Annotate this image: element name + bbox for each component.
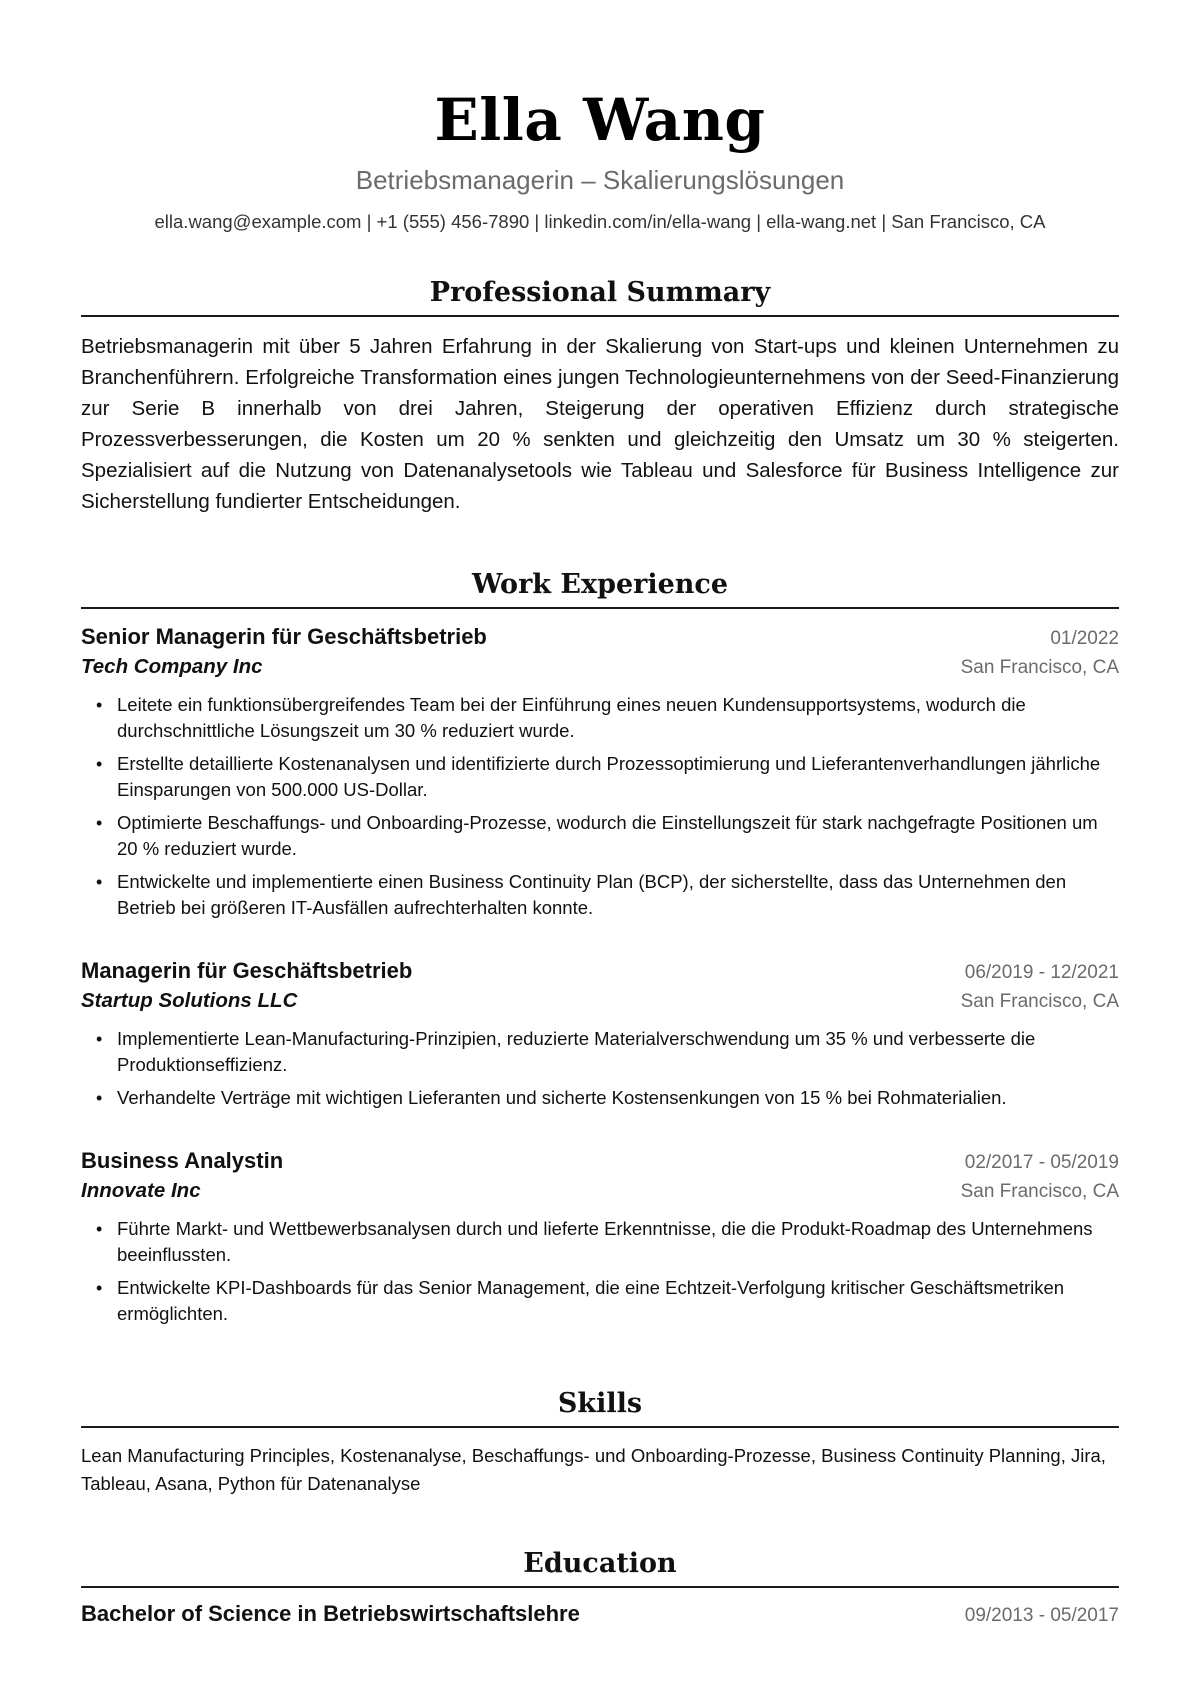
job-bullet: • Entwickelte KPI-Dashboards für das Senior Management, die eine Echtzeit-Verfolgung kritischer Geschäftsmetriken ermöglichten. bbox=[81, 1275, 1119, 1327]
section-title-skills: Skills bbox=[557, 1388, 643, 1419]
section-divider bbox=[81, 1426, 1119, 1428]
candidate-name: Ella Wang bbox=[434, 86, 766, 154]
job-date: 01/2022 bbox=[1050, 628, 1119, 649]
section-title-education: Education bbox=[523, 1548, 677, 1579]
job-bullet: • Implementierte Lean-Manufacturing-Prinzipien, reduzierte Materialverschwendung um 35 % und verbesserte die Produktionseffizienz. bbox=[81, 1026, 1119, 1078]
job-location: San Francisco, CA bbox=[960, 1181, 1119, 1202]
job-location: San Francisco, CA bbox=[960, 991, 1119, 1012]
summary-section bbox=[81, 275, 1119, 517]
job-entry bbox=[81, 1147, 1119, 1327]
job-company: Tech Company Inc bbox=[81, 655, 263, 678]
job-bullet: • Leitete ein funktionsübergreifendes Team bei der Einführung eines neuen Kundensupportsystems, wodurch die durchschnittliche Lösungszeit um 30 % reduziert wurde. bbox=[81, 692, 1119, 744]
job-date: 02/2017 - 05/2019 bbox=[964, 1152, 1119, 1173]
job-bullets bbox=[81, 1026, 1119, 1111]
job-bullet: • Erstellte detaillierte Kostenanalysen und identifizierte durch Prozessoptimierung und Lieferantenverhandlungen jährliche Einsparungen von 500.000 US-Dollar. bbox=[81, 751, 1119, 803]
resume-header bbox=[81, 86, 1119, 234]
section-title-summary: Professional Summary bbox=[429, 277, 771, 308]
job-bullet: • Führte Markt- und Wettbewerbsanalysen durch und lieferte Erkenntnisse, die die Produkt-Roadmap des Unternehmens beeinflussten. bbox=[81, 1216, 1119, 1268]
work-section bbox=[81, 567, 1119, 1327]
job-title: Senior Managerin für Geschäftsbetrieb bbox=[81, 624, 487, 649]
job-location: San Francisco, CA bbox=[960, 657, 1119, 678]
skills-list: Lean Manufacturing Principles, Kostenanalyse, Beschaffungs- und Onboarding-Prozesse, Business Continuity Planning, Jira, Tableau, Asana, Python für Datenanalyse bbox=[81, 1445, 1106, 1494]
job-entry bbox=[81, 957, 1119, 1111]
section-divider bbox=[81, 1586, 1119, 1588]
degree-title: Bachelor of Science in Betriebswirtschaftslehre bbox=[81, 1601, 580, 1626]
job-bullets bbox=[81, 1216, 1119, 1327]
job-title: Business Analystin bbox=[81, 1148, 284, 1173]
job-bullet: • Optimierte Beschaffungs- und Onboarding-Prozesse, wodurch die Einstellungszeit für stark nachgefragte Positionen um 20 % reduziert wurde. bbox=[81, 810, 1119, 862]
job-bullet: • Entwickelte und implementierte einen Business Continuity Plan (BCP), der sicherstellte, dass das Unternehmen den Betrieb bei größeren IT-Ausfällen aufrechterhalten konnte. bbox=[81, 869, 1119, 921]
education-entry bbox=[81, 1600, 1119, 1630]
education-section bbox=[81, 1546, 1119, 1630]
job-company: Innovate Inc bbox=[81, 1179, 201, 1202]
skills-section bbox=[81, 1386, 1119, 1498]
resume-page bbox=[81, 0, 1119, 1630]
job-entry bbox=[81, 623, 1119, 921]
job-bullet: • Verhandelte Verträge mit wichtigen Lieferanten und sicherte Kostensenkungen von 15 % bei Rohmaterialien. bbox=[81, 1085, 1119, 1111]
job-bullets bbox=[81, 692, 1119, 921]
candidate-headline: Betriebsmanagerin – Skalierungslösungen bbox=[355, 165, 845, 195]
summary-text: Betriebsmanagerin mit über 5 Jahren Erfahrung in der Skalierung von Start-ups und kleinen Unternehmen zu Branchenführern. Erfolgreiche Transformation eines jungen Technologieunternehmens von der Seed-Finanzierung zur Serie B innerhalb von drei Jahren, Steigerung der operativen Effizienz durch strategische Prozessverbesserungen, die Kosten um 20 % senkten und gleichzeitig den Umsatz um 30 % steigerten. Spezialisiert auf die Nutzung von Datenanalysetools wie Tableau und Salesforce für Business Intelligence zur Sicherstellung fundierter Entscheidungen. bbox=[81, 335, 1119, 513]
job-title: Managerin für Geschäftsbetrieb bbox=[81, 958, 413, 983]
job-date: 06/2019 - 12/2021 bbox=[964, 962, 1119, 983]
section-title-work: Work Experience bbox=[471, 569, 729, 600]
section-divider bbox=[81, 607, 1119, 609]
job-company: Startup Solutions LLC bbox=[81, 989, 298, 1012]
section-divider bbox=[81, 315, 1119, 317]
education-date: 09/2013 - 05/2017 bbox=[964, 1605, 1119, 1626]
contact-line: ella.wang@example.com | +1 (555) 456-7890 | linkedin.com/in/ella-wang | ella-wang.net | San Francisco, CA bbox=[154, 211, 1046, 232]
